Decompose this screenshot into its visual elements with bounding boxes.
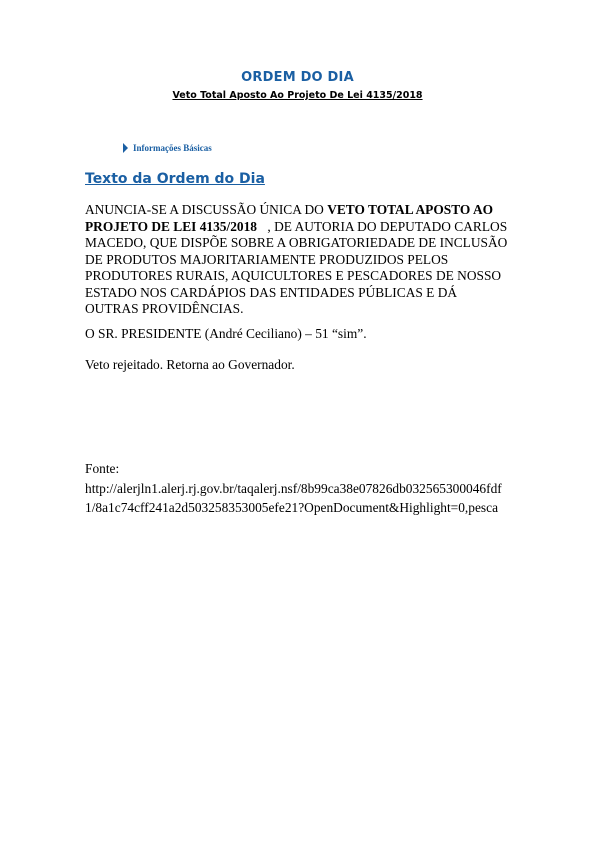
page-header <box>0 70 595 103</box>
page-subtitle-link[interactable]: Veto Total Aposto Ao Projeto De Lei 4135/2018 <box>172 90 423 101</box>
basic-info-link[interactable] <box>123 143 212 153</box>
basic-info-label: Informações Básicas <box>133 143 212 153</box>
announcement-text-end:  , DE AUTORIA DO DEPUTADO CARLOS MACEDO, QUE DISPÕE SOBRE A OBRIGATORIEDADE DE INCLUSÃO DE PRODUTOS MAJORITARIAMENTE PRODUZIDOS PELOS PRODUTORES RURAIS, AQUICULTORES E PESCADORES DE NOSSO ESTADO NOS CARDÁPIOS DAS ENTIDADES PÚBLICAS E DÁ OUTRAS PROVIDÊNCIAS. <box>85 218 508 316</box>
veto-result-paragraph: Veto rejeitado. Retorna ao Governador. <box>85 357 295 372</box>
source-label: Fonte: <box>85 461 120 476</box>
announcement-text-start: ANUNCIA-SE A DISCUSSÃO ÚNICA DO <box>85 202 328 217</box>
announcement-bold-text: VETO TOTAL APOSTO AO PROJETO DE LEI 4135/2018 <box>85 202 494 234</box>
section-heading[interactable]: Texto da Ordem do Dia <box>85 171 265 187</box>
page-title: ORDEM DO DIA <box>241 70 354 85</box>
announcement-paragraph <box>85 202 510 318</box>
triangle-right-icon <box>123 143 128 153</box>
president-vote-paragraph: O SR. PRESIDENTE (André Ceciliano) – 51 “sim”. <box>85 326 367 341</box>
source-url: http://alerjln1.alerj.rj.gov.br/taqalerj.nsf/8b99ca38e07826db032565300046fdf1/8a1c74cff241a2d503258353005efe21?OpenDocument&Highlight=0,pesca <box>85 481 502 515</box>
